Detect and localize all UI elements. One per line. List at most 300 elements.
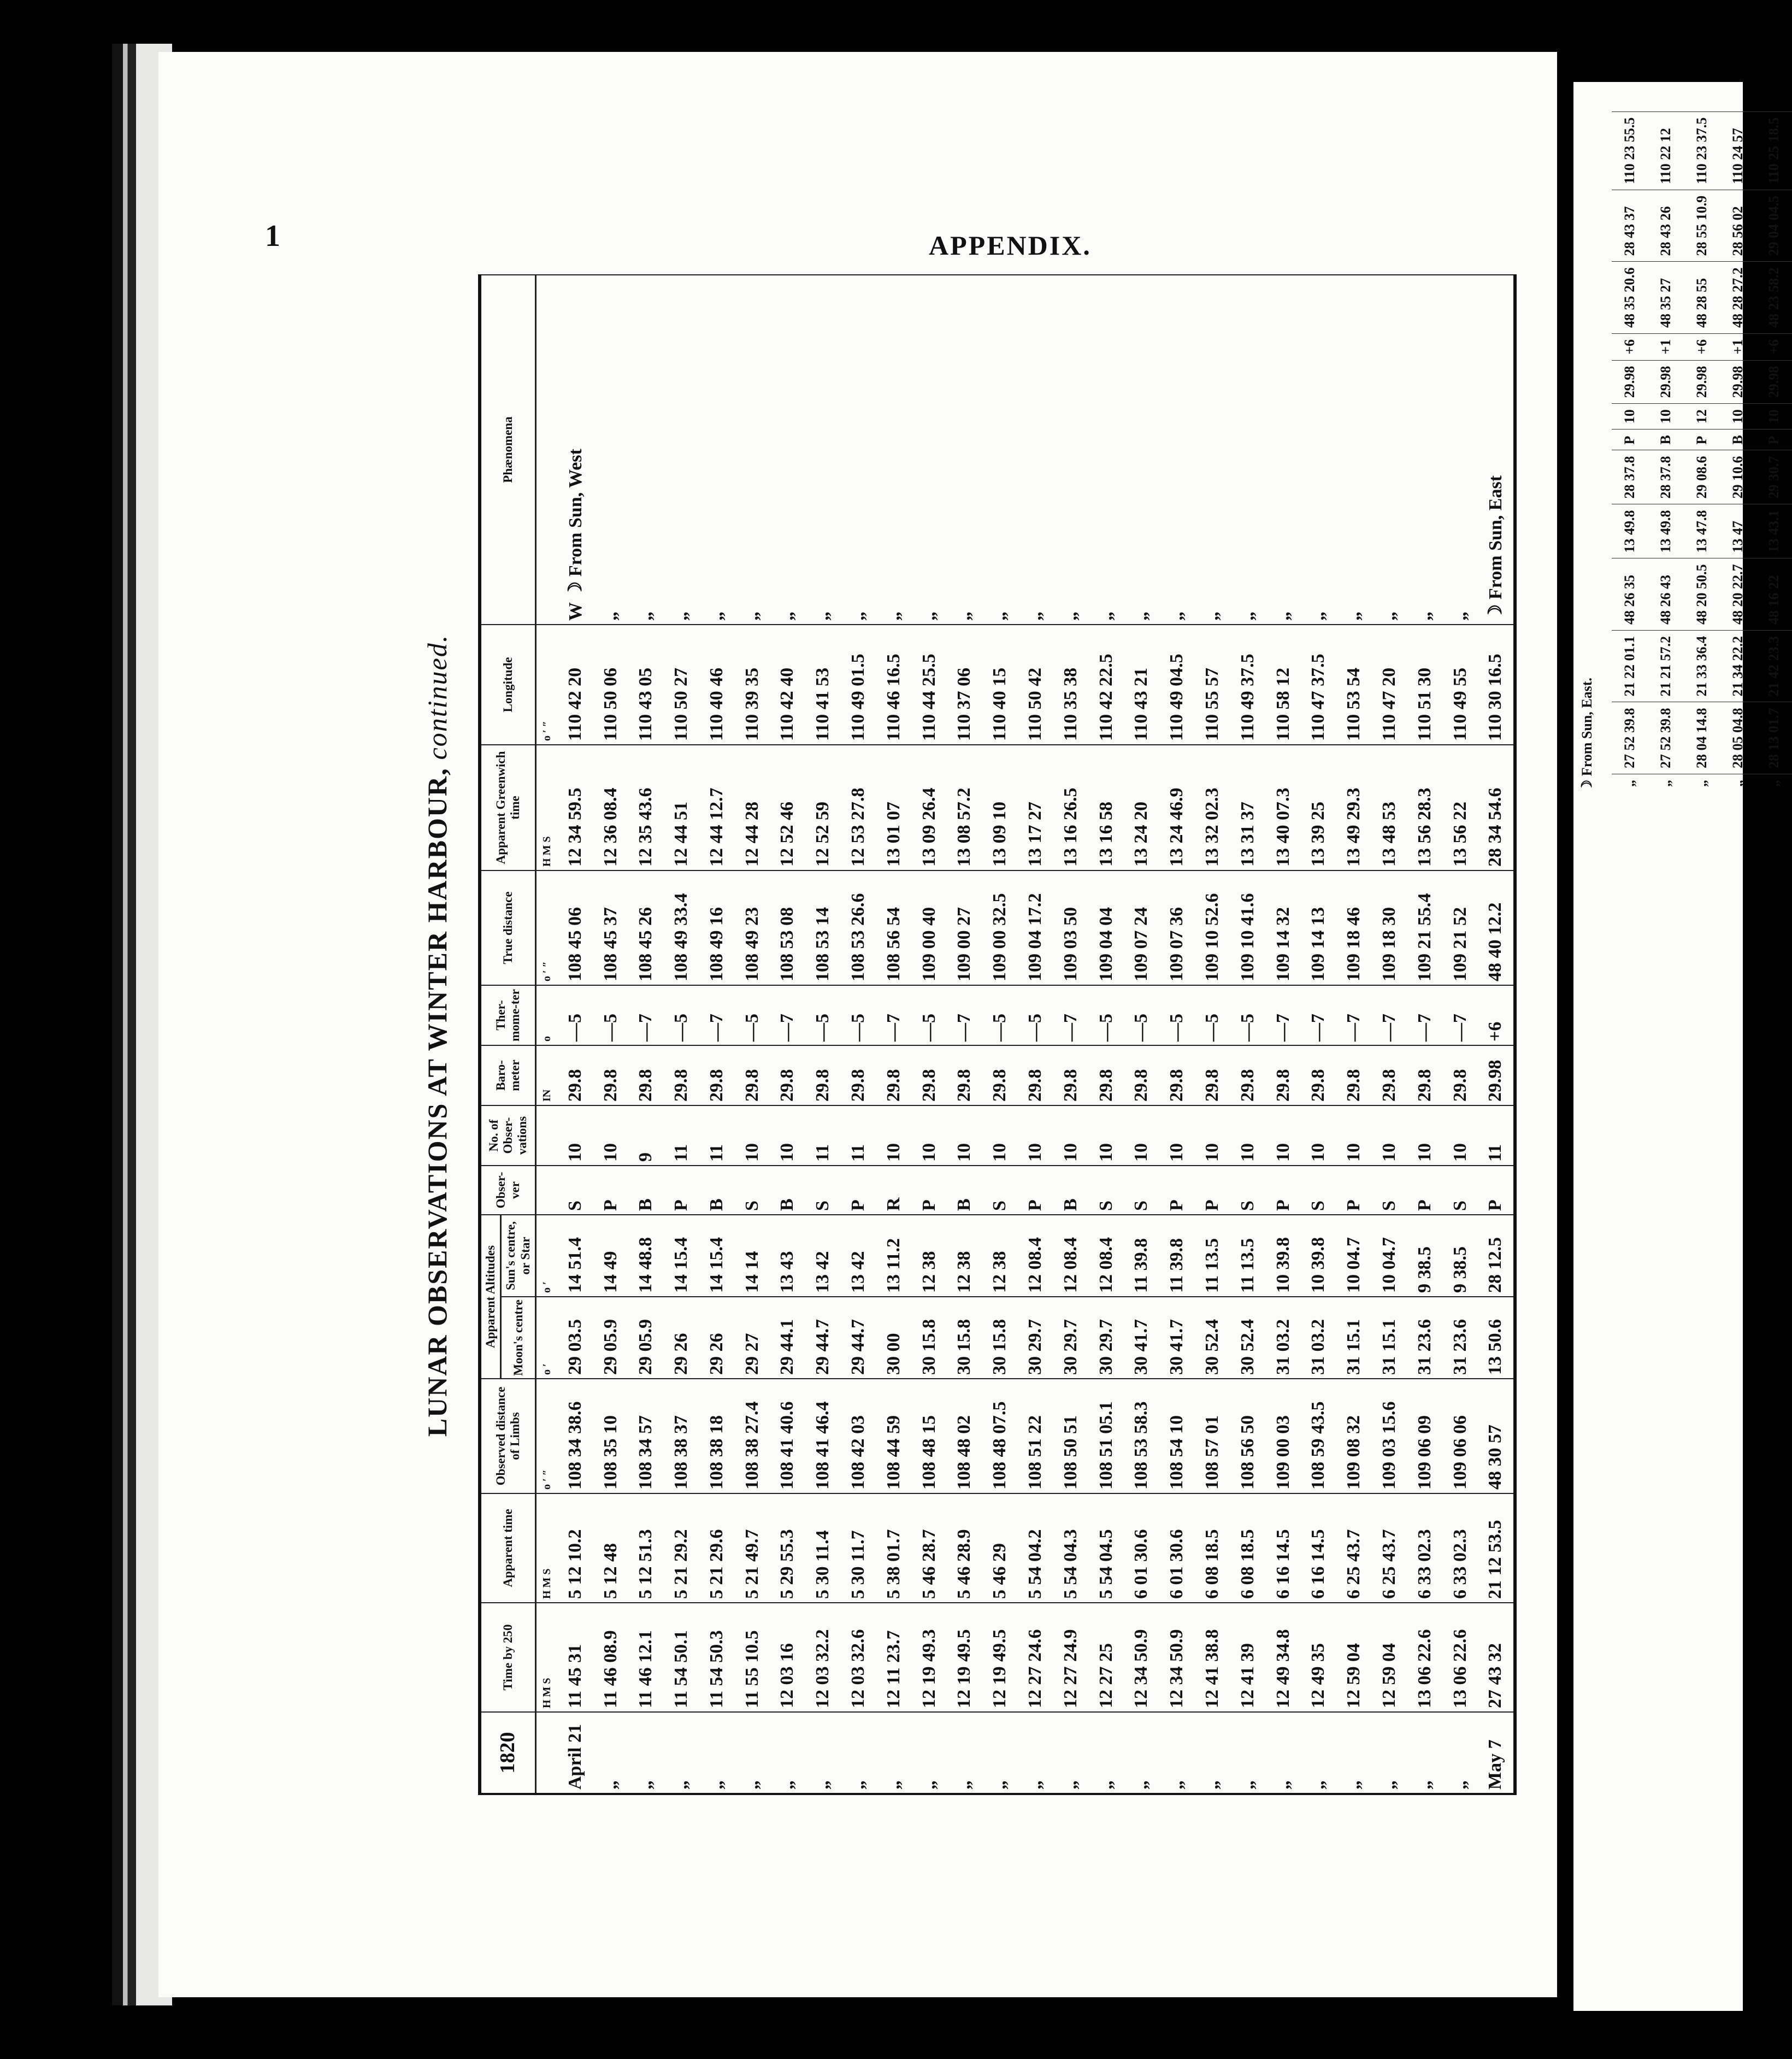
cell-gmt: 12 36 08.4 <box>593 745 628 870</box>
cell-date: May 7 <box>1478 1712 1515 1794</box>
cell-date: „ <box>982 1712 1018 1794</box>
cell-observer: S <box>1230 1166 1265 1215</box>
cell-moon: 29 05.9 <box>628 1297 664 1379</box>
cell-obs: 108 57 01 <box>1195 1379 1230 1493</box>
cell-observer: S <box>982 1166 1018 1215</box>
cell-moon: 29 27 <box>734 1297 770 1379</box>
facing-cell-baro: 29.98 <box>1612 360 1648 404</box>
cell-n: 10 <box>1230 1105 1265 1166</box>
cell-baro: 29.8 <box>628 1045 664 1105</box>
cell-true: 109 10 52.6 <box>1195 870 1230 985</box>
facing-table-row <box>1648 111 1684 792</box>
cell-n: 10 <box>1124 1105 1159 1166</box>
cell-observer: P <box>664 1166 699 1215</box>
cell-t250: 12 34 50.9 <box>1124 1603 1159 1712</box>
cell-n: 10 <box>1053 1105 1088 1166</box>
rotated-table <box>396 276 1532 1795</box>
cell-true: 108 53 14 <box>805 870 841 985</box>
cell-date: „ <box>699 1712 735 1794</box>
cell-w: W <box>565 602 586 621</box>
cell-obs: 108 56 50 <box>1230 1379 1265 1493</box>
facing-table-row <box>1720 111 1756 792</box>
cell-n: 10 <box>1018 1105 1053 1166</box>
cell-n: 10 <box>982 1105 1018 1166</box>
cell-sun: 12 08.4 <box>1018 1215 1053 1297</box>
col-greenwich-time: Apparent Greenwich time <box>480 745 536 870</box>
col-thermometer: Ther-mome-ter <box>480 985 536 1045</box>
cell-baro: 29.98 <box>1478 1045 1515 1105</box>
cell-long: 110 50 42 <box>1018 625 1053 745</box>
cell-app: 5 12 48 <box>593 1493 628 1603</box>
cell-t250: 12 59 04 <box>1336 1603 1372 1712</box>
cell-true: 108 45 37 <box>593 870 628 985</box>
cell-app: 5 46 28.9 <box>947 1493 982 1603</box>
cell-app: 6 33 02.3 <box>1407 1493 1442 1603</box>
cell-obs: 108 54 10 <box>1159 1379 1195 1493</box>
cell-true: 109 03 50 <box>1053 870 1088 985</box>
cell-moon: 30 29.7 <box>1088 1297 1124 1379</box>
cell-date: „ <box>593 1712 628 1794</box>
cell-n: 10 <box>1265 1105 1301 1166</box>
cell-date: „ <box>1336 1712 1372 1794</box>
col-moons-centre: Moon's centre <box>501 1297 536 1379</box>
table-row <box>1018 275 1053 1794</box>
facing-cell-observer: P <box>1612 430 1648 450</box>
cell-date: „ <box>805 1712 841 1794</box>
facing-cell-baro: 29.98 <box>1720 360 1756 404</box>
cell-long: 110 41 53 <box>805 625 841 745</box>
cell-n: 11 <box>841 1105 876 1166</box>
cell-date: „ <box>1372 1712 1407 1794</box>
cell-observer: S <box>1372 1166 1407 1215</box>
cell-baro: 29.8 <box>1442 1045 1478 1105</box>
cell-n: 11 <box>1478 1105 1515 1166</box>
cell-date: „ <box>664 1712 699 1794</box>
cell-sun: 10 39.8 <box>1265 1215 1301 1297</box>
page-number: 1 <box>265 219 280 253</box>
table-row <box>841 275 876 1794</box>
rotated-table-region <box>396 276 1532 1795</box>
cell-n: 9 <box>628 1105 664 1166</box>
cell-moon: 31 23.6 <box>1442 1297 1478 1379</box>
table-row <box>770 275 805 1794</box>
cell-observer: S <box>557 1166 593 1215</box>
facing-table-row <box>1612 111 1648 792</box>
cell-moon: 30 41.7 <box>1159 1297 1195 1379</box>
cell-therm: —5 <box>805 985 841 1045</box>
cell-observer: B <box>628 1166 664 1215</box>
cell-ph: „ <box>734 275 770 625</box>
cell-ph: „ <box>770 275 805 625</box>
cell-gmt: 12 44 12.7 <box>699 745 735 870</box>
cell-true: 109 18 30 <box>1372 870 1407 985</box>
facing-cell-app: 21 22 01.1 <box>1612 631 1648 703</box>
units-row <box>536 275 558 1794</box>
facing-cell-observer: P <box>1684 430 1720 450</box>
cell-gmt: 13 01 07 <box>876 745 911 870</box>
cell-true: 108 45 06 <box>557 870 593 985</box>
facing-cell-obs: 48 20 50.5 <box>1684 558 1720 631</box>
cell-sun: 12 08.4 <box>1088 1215 1124 1297</box>
table-row <box>1088 275 1124 1794</box>
cell-observer: S <box>734 1166 770 1215</box>
facing-cell-app: 21 42 23.3 <box>1756 631 1792 703</box>
cell-baro: 29.8 <box>876 1045 911 1105</box>
cell-long: 110 44 25.5 <box>911 625 947 745</box>
cell-true: 108 56 54 <box>876 870 911 985</box>
cell-observer: P <box>1265 1166 1301 1215</box>
cell-gmt: 13 09 10 <box>982 745 1018 870</box>
cell-obs: 109 00 03 <box>1265 1379 1301 1493</box>
cell-baro: 29.8 <box>699 1045 735 1105</box>
facing-cell-observer: B <box>1720 430 1756 450</box>
cell-app: 6 16 14.5 <box>1301 1493 1336 1603</box>
cell-observer: P <box>1159 1166 1195 1215</box>
cell-obs: 108 38 27.4 <box>734 1379 770 1493</box>
cell-n: 10 <box>734 1105 770 1166</box>
cell-n: 11 <box>805 1105 841 1166</box>
cell-moon: 29 26 <box>664 1297 699 1379</box>
table-row <box>911 275 947 1794</box>
cell-app: 6 25 43.7 <box>1336 1493 1372 1603</box>
cell-gmt: 28 34 54.6 <box>1478 745 1515 870</box>
cell-gmt: 13 39 25 <box>1301 745 1336 870</box>
cell-moon: 29 44.7 <box>805 1297 841 1379</box>
cell-sun: 10 04.7 <box>1336 1215 1372 1297</box>
cell-gmt: 13 17 27 <box>1018 745 1053 870</box>
cell-sun: 14 15.4 <box>699 1215 735 1297</box>
cell-t250: 12 49 34.8 <box>1265 1603 1301 1712</box>
cell-sun: 14 14 <box>734 1215 770 1297</box>
cell-baro: 29.8 <box>1407 1045 1442 1105</box>
cell-observer: S <box>805 1166 841 1215</box>
cell-true: 109 21 52 <box>1442 870 1478 985</box>
cell-observer: P <box>1407 1166 1442 1215</box>
unit-cell: H M S <box>536 1603 558 1712</box>
cell-true: 109 04 04 <box>1088 870 1124 985</box>
cell-obs: 108 53 58.3 <box>1124 1379 1159 1493</box>
facing-page-rotated <box>1579 82 1782 792</box>
cell-n: 11 <box>699 1105 735 1166</box>
col-year: 1820 <box>480 1712 536 1794</box>
cell-long: 110 42 20 <box>557 625 593 745</box>
facing-cell-moon: 13 47 <box>1720 504 1756 558</box>
cell-moon: 29 26 <box>699 1297 735 1379</box>
unit-cell: H M S <box>536 745 558 870</box>
facing-cell-observer: P <box>1756 430 1792 450</box>
cell-sun: 10 39.8 <box>1301 1215 1336 1297</box>
cell-ph: „ <box>982 275 1018 625</box>
cell-obs: 108 51 05.1 <box>1088 1379 1124 1493</box>
cell-app: 6 01 30.6 <box>1124 1493 1159 1603</box>
cell-ph: „ <box>1159 275 1195 625</box>
cell-observer: S <box>1442 1166 1478 1215</box>
cell-sun: 14 49 <box>593 1215 628 1297</box>
unit-cell: H M S <box>536 1493 558 1603</box>
facing-cell-true: 48 35 20.6 <box>1612 262 1648 334</box>
cell-obs: 48 30 57 <box>1478 1379 1515 1493</box>
cell-baro: 29.8 <box>911 1045 947 1105</box>
cell-app: 6 08 18.5 <box>1230 1493 1265 1603</box>
cell-t250: 12 19 49.3 <box>911 1603 947 1712</box>
cell-app: 5 21 29.6 <box>699 1493 735 1603</box>
cell-t250: 11 54 50.3 <box>699 1603 735 1712</box>
cell-observer: P <box>911 1166 947 1215</box>
facing-cell-moon: 13 43.1 <box>1756 504 1792 558</box>
facing-table-row <box>1756 111 1792 792</box>
cell-sun: 12 38 <box>911 1215 947 1297</box>
cell-app: 6 08 18.5 <box>1195 1493 1230 1603</box>
cell-app: 5 38 01.7 <box>876 1493 911 1603</box>
cell-ph: „ <box>876 275 911 625</box>
facing-page-table <box>1612 111 1792 792</box>
cell-baro: 29.8 <box>1088 1045 1124 1105</box>
cell-n: 10 <box>1159 1105 1195 1166</box>
cell-baro: 29.8 <box>1265 1045 1301 1105</box>
cell-observer: P <box>1018 1166 1053 1215</box>
cell-observer: B <box>699 1166 735 1215</box>
cell-sun: 14 48.8 <box>628 1215 664 1297</box>
cell-ph: „ <box>805 275 841 625</box>
table-row <box>982 275 1018 1794</box>
cell-obs: 108 34 38.6 <box>557 1379 593 1493</box>
cell-ph <box>557 275 593 625</box>
cell-moon: 30 29.7 <box>1018 1297 1053 1379</box>
cell-baro: 29.8 <box>593 1045 628 1105</box>
cell-obs: 108 48 07.5 <box>982 1379 1018 1493</box>
cell-baro: 29.8 <box>1195 1045 1230 1105</box>
cell-moon: 30 29.7 <box>1053 1297 1088 1379</box>
unit-cell: o ′ ″ <box>536 1379 558 1493</box>
cell-therm: —7 <box>1442 985 1478 1045</box>
facing-cell-therm: +6 <box>1612 333 1648 360</box>
cell-t250: 12 03 32.6 <box>841 1603 876 1712</box>
cell-long: 110 46 16.5 <box>876 625 911 745</box>
cell-therm: —7 <box>1265 985 1301 1045</box>
cell-gmt: 12 34 59.5 <box>557 745 593 870</box>
col-observer: Obser-ver <box>480 1166 536 1215</box>
cell-n: 10 <box>876 1105 911 1166</box>
col-phaenomena: Phænomena <box>480 275 536 625</box>
cell-ph: „ <box>1372 275 1407 625</box>
unit-cell <box>536 275 558 625</box>
facing-cell-t250: 28 13 01.7 <box>1756 702 1792 774</box>
cell-date: April 21 <box>557 1712 593 1794</box>
cell-observer: B <box>947 1166 982 1215</box>
cell-n: 10 <box>1336 1105 1372 1166</box>
cell-date: „ <box>1195 1712 1230 1794</box>
cell-true: 108 49 33.4 <box>664 870 699 985</box>
cell-therm: —5 <box>664 985 699 1045</box>
facing-cell-t250: 27 52 39.8 <box>1612 702 1648 774</box>
cell-ph: „ <box>1265 275 1301 625</box>
table-row <box>1124 275 1159 1794</box>
cell-t250: 12 19 49.5 <box>982 1603 1018 1712</box>
cell-long: 110 50 27 <box>664 625 699 745</box>
cell-therm: —5 <box>841 985 876 1045</box>
cell-sun: 12 38 <box>947 1215 982 1297</box>
cell-sun: 9 38.5 <box>1442 1215 1478 1297</box>
cell-long: 110 47 37.5 <box>1301 625 1336 745</box>
cell-observer: P <box>1478 1166 1515 1215</box>
facing-cell-baro: 29.98 <box>1756 360 1792 404</box>
cell-ph: „ <box>947 275 982 625</box>
facing-cell-t250: 27 52 39.8 <box>1648 702 1684 774</box>
cell-date: „ <box>1442 1712 1478 1794</box>
cell-observer: B <box>770 1166 805 1215</box>
cell-sun: 9 38.5 <box>1407 1215 1442 1297</box>
cell-gmt: 13 08 57.2 <box>947 745 982 870</box>
cell-long: 110 49 37.5 <box>1230 625 1265 745</box>
cell-ph: „ <box>664 275 699 625</box>
cell-ph: „ <box>1195 275 1230 625</box>
cell-obs: 108 51 22 <box>1018 1379 1053 1493</box>
facing-cell-sun: 28 37.8 <box>1648 450 1684 504</box>
cell-t250: 12 49 35 <box>1301 1603 1336 1712</box>
cell-long: 110 40 15 <box>982 625 1018 745</box>
cell-ph: „ <box>911 275 947 625</box>
cell-t250: 12 11 23.7 <box>876 1603 911 1712</box>
facing-cell-long: 110 25 18.5 <box>1756 111 1792 190</box>
cell-observer: P <box>1336 1166 1372 1215</box>
cell-true: 109 18 46 <box>1336 870 1372 985</box>
cell-sun: 11 13.5 <box>1195 1215 1230 1297</box>
cell-t250: 12 41 38.8 <box>1195 1603 1230 1712</box>
facing-cell-true: 48 23 58.2 <box>1756 262 1792 334</box>
cell-therm: —7 <box>1407 985 1442 1045</box>
cell-therm: —5 <box>1018 985 1053 1045</box>
col-apparent-time: Apparent time <box>480 1493 536 1603</box>
cell-baro: 29.8 <box>947 1045 982 1105</box>
table-row <box>664 275 699 1794</box>
cell-long: 110 49 04.5 <box>1159 625 1195 745</box>
facing-cell-therm: +1 <box>1720 333 1756 360</box>
cell-baro: 29.8 <box>841 1045 876 1105</box>
cell-moon: 29 03.5 <box>557 1297 593 1379</box>
table-row <box>557 275 593 1794</box>
cell-gmt: 13 48 53 <box>1372 745 1407 870</box>
cell-therm: —5 <box>1088 985 1124 1045</box>
cell-baro: 29.8 <box>1053 1045 1088 1105</box>
cell-sun: 13 42 <box>805 1215 841 1297</box>
cell-long: 110 49 01.5 <box>841 625 876 745</box>
facing-cell-true: 48 28 27.2 <box>1720 262 1756 334</box>
cell-obs: 109 06 06 <box>1442 1379 1478 1493</box>
cell-therm: —7 <box>699 985 735 1045</box>
facing-table-row <box>1684 111 1720 792</box>
table-row <box>628 275 664 1794</box>
cell-sun: 11 39.8 <box>1159 1215 1195 1297</box>
cell-sun: 12 08.4 <box>1053 1215 1088 1297</box>
cell-gmt: 13 56 22 <box>1442 745 1478 870</box>
cell-gmt: 12 53 27.8 <box>841 745 876 870</box>
cell-obs: 108 41 46.4 <box>805 1379 841 1493</box>
cell-baro: 29.8 <box>1159 1045 1195 1105</box>
facing-cell-moon: 13 47.8 <box>1684 504 1720 558</box>
cell-gmt: 13 40 07.3 <box>1265 745 1301 870</box>
cell-long: 110 49 55 <box>1442 625 1478 745</box>
cell-moon: 31 15.1 <box>1336 1297 1372 1379</box>
cell-date: „ <box>1407 1712 1442 1794</box>
facing-cell-date: „ <box>1684 774 1720 793</box>
facing-cell-obs: 48 20 22.7 <box>1720 558 1756 631</box>
cell-therm: —5 <box>911 985 947 1045</box>
cell-true: 109 00 40 <box>911 870 947 985</box>
table-row <box>734 275 770 1794</box>
cell-t250: 12 27 24.6 <box>1018 1603 1053 1712</box>
col-suns-centre: Sun's centre, or Star <box>501 1215 536 1297</box>
cell-observer: S <box>1124 1166 1159 1215</box>
cell-gmt: 13 32 02.3 <box>1195 745 1230 870</box>
cell-sun: 13 11.2 <box>876 1215 911 1297</box>
cell-gmt: 12 44 51 <box>664 745 699 870</box>
running-head: APPENDIX. <box>929 230 1092 261</box>
cell-ph: „ <box>1124 275 1159 625</box>
cell-obs: 108 34 57 <box>628 1379 664 1493</box>
table-row <box>1195 275 1230 1794</box>
cell-app: 5 54 04.5 <box>1088 1493 1124 1603</box>
cell-therm: —5 <box>1195 985 1230 1045</box>
cell-app: 5 46 28.7 <box>911 1493 947 1603</box>
cell-app: 5 21 49.7 <box>734 1493 770 1603</box>
cell-date: „ <box>1230 1712 1265 1794</box>
facing-cell-t250: 28 04 14.8 <box>1684 702 1720 774</box>
cell-moon: 31 03.2 <box>1265 1297 1301 1379</box>
table-row <box>876 275 911 1794</box>
cell-true: 109 00 32.5 <box>982 870 1018 985</box>
cell-ph: „ <box>1442 275 1478 625</box>
facing-cell-n: 10 <box>1648 404 1684 430</box>
cell-therm: —5 <box>982 985 1018 1045</box>
cell-ph: „ <box>841 275 876 625</box>
cell-gmt: 13 49 29.3 <box>1336 745 1372 870</box>
table-row <box>1265 275 1301 1794</box>
unit-cell: IN <box>536 1045 558 1105</box>
cell-true: 108 45 26 <box>628 870 664 985</box>
table-title-text: LUNAR OBSERVATIONS AT WINTER HARBOUR, <box>422 767 452 1437</box>
cell-sun: 14 15.4 <box>664 1215 699 1297</box>
cell-moon: 13 50.6 <box>1478 1297 1515 1379</box>
facing-cell-n: 10 <box>1720 404 1756 430</box>
cell-long: 110 47 20 <box>1372 625 1407 745</box>
cell-date: „ <box>1301 1712 1336 1794</box>
unit-cell: o ′ <box>536 1297 558 1379</box>
cell-gmt: 13 16 58 <box>1088 745 1124 870</box>
cell-app: 6 33 02.3 <box>1442 1493 1478 1603</box>
cell-t250: 12 27 25 <box>1088 1603 1124 1712</box>
cell-ph: „ <box>1230 275 1265 625</box>
col-observed-distance: Observed distance of Limbs <box>480 1379 536 1493</box>
col-apparent-altitudes: Apparent Altitudes <box>480 1215 501 1379</box>
unit-cell: o ′ ″ <box>536 625 558 745</box>
cell-long: 110 50 06 <box>593 625 628 745</box>
cell-t250: 11 46 12.1 <box>628 1603 664 1712</box>
cell-t250: 12 03 32.2 <box>805 1603 841 1712</box>
cell-long: 110 40 46 <box>699 625 735 745</box>
cell-therm: —5 <box>1159 985 1195 1045</box>
cell-moon: 30 52.4 <box>1195 1297 1230 1379</box>
unit-cell <box>536 1166 558 1215</box>
cell-t250: 12 19 49.5 <box>947 1603 982 1712</box>
facing-page-note: ☽ From Sun, East. <box>1579 678 1595 792</box>
cell-obs: 108 38 18 <box>699 1379 735 1493</box>
cell-obs: 109 06 09 <box>1407 1379 1442 1493</box>
cell-therm: —5 <box>1124 985 1159 1045</box>
cell-ph: „ <box>1301 275 1336 625</box>
cell-t250: 12 03 16 <box>770 1603 805 1712</box>
cell-gmt: 13 09 26.4 <box>911 745 947 870</box>
col-no-observations: No. of Obser-vations <box>480 1105 536 1166</box>
